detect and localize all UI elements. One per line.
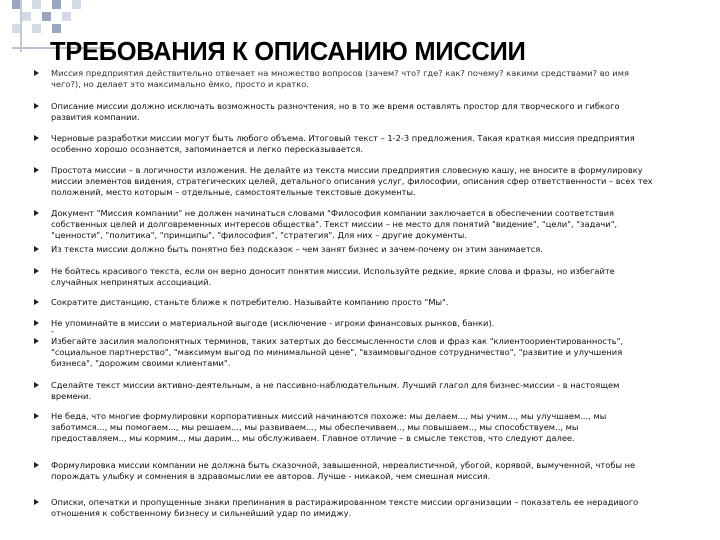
list-item-text: Черновые разработки миссии могут быть любого объема. Итоговый текст – 1-2-3 предложения. Такая краткая миссия предприятия особенно хорошо осознается, запоминается и легко пересказывается. [51, 133, 635, 154]
bullet-icon [34, 499, 39, 505]
list-item [34, 165, 704, 198]
bullet-icon [34, 103, 39, 109]
bullet-icon [34, 338, 39, 344]
bullet-icon [34, 135, 39, 141]
list-item-text: Избегайте засилия малопонятных терминов, таких затертых до бессмысленности слов и фраз как "клиентоориентированность", "социальное партнерство", "максимум выгод по минимальной цене", "взаимовыгодное сотрудничество", "развитие и улучшения бизнеса", "дорожим своими клиентами". [51, 336, 624, 368]
bullet-icon [34, 268, 39, 274]
list-item [34, 68, 704, 90]
list-item [34, 297, 704, 308]
list-item [34, 380, 704, 402]
list-item [34, 411, 704, 444]
bullet-icon [34, 70, 39, 76]
list-item-text: Миссия предприятия действительно отвечает на множество вопросов (зачем? что? где? как? почему? какими средствами? во имя чего?), но делает это максимально ёмко, просто и кратко. [51, 68, 629, 89]
bullet-icon [34, 299, 39, 305]
bullet-icon [34, 413, 39, 419]
list-item-text: Сократите дистанцию, станьте ближе к потребителю. Называйте компанию просто "Мы". [51, 297, 449, 307]
list-item [34, 101, 704, 123]
bullet-icon [34, 210, 39, 216]
list-item-text: Документ "Миссия компании" не должен начинаться словами "Философия компании заключается в обеспечении соответствия собственных целей и долговременных интересов общества". Текст миссии – не место для понятий "видение", "цели", "задачи", "ценности", "политика", "принципы", "философия", "стратегия". Для них – другие документы. [51, 208, 618, 240]
list-item-text: Не упоминайте в миссии о материальной выгоде (исключение - игроки финансовых рынков, банки). [51, 318, 495, 328]
list-item-text: Из текста миссии должно быть понятно без подсказок – чем занят бизнес и зачем-почему он этим занимается. [51, 244, 543, 254]
list-item [34, 460, 704, 482]
list-item [34, 208, 704, 241]
list-item-text: Описание миссии должно исключать возможность разночтения, но в то же время оставлять простор для творческого и гибкого развития компании. [51, 101, 620, 122]
list-item [34, 497, 704, 519]
list-item [34, 336, 704, 369]
list-item [34, 266, 704, 288]
bullet-icon [34, 462, 39, 468]
list-item-text: Формулировка миссии компании не должна быть сказочной, завышенной, нереалистичной, убогой, корявой, вымученной, чтобы не порождать улыбку и сомнения в здравомыслии ее авторов. Лучше - никакой, чем смешная миссия. [51, 460, 636, 481]
slide-title: ТРЕБОВАНИЯ К ОПИСАНИЮ МИССИИ [50, 38, 526, 66]
list-item [34, 244, 704, 255]
bullet-icon [34, 382, 39, 388]
stray-dash: - [51, 327, 54, 336]
list-item-text: Не беда, что многие формулировки корпоративных миссий начинаются похоже: мы делаем..., мы учим..., мы улучшаем..., мы заботимся..., мы помогаем..., мы решаем..., мы развиваем..., мы обеспечиваем.., мы повышаем.., мы способствуем.., мы предоставляем.., мы кормим.., мы дарим.., мы обслуживаем. Главное отличие – в смысле текстов, что следуют далее. [51, 411, 607, 443]
list-item-text: Не бойтесь красивого текста, если он верно доносит понятия миссии. Используйте редкие, яркие слова и фразы, но избегайте случайных непринятых ассоциаций. [51, 266, 615, 287]
bullet-icon [34, 246, 39, 252]
list-item-text: Сделайте текст миссии активно-деятельным, а не пассивно-наблюдательным. Лучший глагол для бизнес-миссии - в настоящем времени. [51, 380, 620, 401]
bullet-icon [34, 320, 39, 326]
list-item-text: Описки, опечатки и пропущенные знаки препинания в растиражированном тексте миссии организации – показатель ее нерадивого отношения к собственному бизнесу и сильнейший удар по имиджу. [51, 497, 639, 518]
bullet-icon [34, 167, 39, 173]
list-item [34, 133, 704, 155]
list-item-text: Простота миссии – в логичности изложения. Не делайте из текста миссии предприятия словесную кашу, не вносите в формулировку миссии элементов видения, стратегических целей, детального описания услуг, философии, описания сфер ответственности – всех тех положений, место которым – отдельные, самостоятельные текстовые документы. [51, 165, 653, 197]
list-item [34, 318, 704, 329]
